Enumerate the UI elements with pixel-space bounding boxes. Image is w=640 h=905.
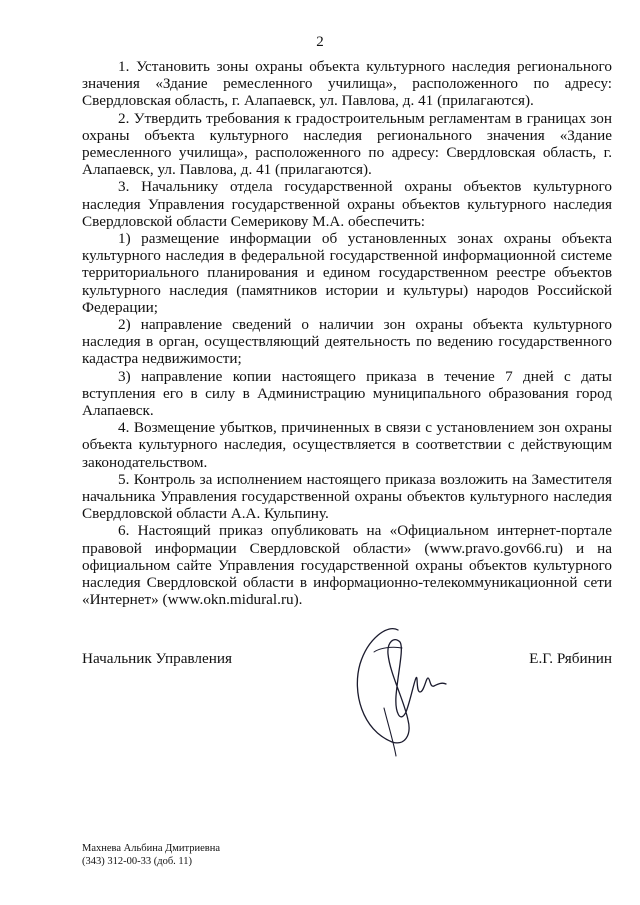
handwritten-signature — [340, 612, 450, 762]
paragraph-3: 3. Начальнику отдела государственной охраны объектов культурного наследия Управления государственной охраны объектов культурного наследия Свердловской области Семерикову М.А. обеспечить: — [82, 178, 612, 230]
paragraph-6: 6. Настоящий приказ опубликовать на «Официальном интернет-портале правовой информации Свердловской области» (www.pravo.gov66.ru) и на официальном сайте Управления государственной охраны объектов культурного наследия Свердловской области в информационно-телекоммуникационной сети «Интернет» (www.okn.midural.ru). — [82, 522, 612, 609]
paragraph-3-item-1: 1) размещение информации об установленных зонах охраны объекта культурного наследия в федеральной государственной информационной системе территориального планирования и едином государственном реестре объектов культурного наследия (памятников истории и культуры) народов Российской Федерации; — [82, 230, 612, 316]
contact-name: Махнева Альбина Дмитриевна — [82, 843, 221, 854]
contact-phone: (343) 312-00-33 (доб. 11) — [82, 856, 193, 867]
paragraph-3-item-3: 3) направление копии настоящего приказа в течение 7 дней с даты вступления его в силу в Администрацию муниципального образования город Алапаевск. — [82, 367, 612, 420]
contact-footer — [82, 842, 220, 868]
paragraph-5: 5. Контроль за исполнением настоящего приказа возложить на Заместителя начальника Управления государственной охраны объектов культурного наследия Свердловской области А.А. Кульпину. — [82, 470, 612, 523]
signature-block — [82, 650, 612, 670]
paragraph-3-item-2: 2) направление сведений о наличии зон охраны объекта культурного наследия в орган, осуществляющий деятельность по ведению государственного кадастра недвижимости; — [82, 316, 612, 368]
signatory-title: Начальник Управления — [82, 650, 232, 667]
paragraph-4: 4. Возмещение убытков, причиненных в связи с установлением зон охраны объекта культурного наследия, осуществляется в соответствии с действующим законодательством. — [82, 419, 612, 471]
paragraph-2: 2. Утвердить требования к градостроительным регламентам в границах зон охраны объекта культурного наследия регионального значения «Здание ремесленного училища», расположенного по адресу: Свердловская область, г. Алапаевск, ул. Павлова, д. 41 (прилагаются). — [82, 109, 612, 179]
signatory-name: Е.Г. Рябинин — [529, 650, 612, 667]
paragraph-1: 1. Установить зоны охраны объекта культурного наследия регионального значения «Здание ремесленного училища», расположенного по адресу: Свердловская область, г. Алапаевск, ул. Павлова, д. 41 (прилагаются). — [82, 58, 612, 110]
document-body — [82, 58, 612, 609]
page-number: 2 — [316, 34, 324, 50]
